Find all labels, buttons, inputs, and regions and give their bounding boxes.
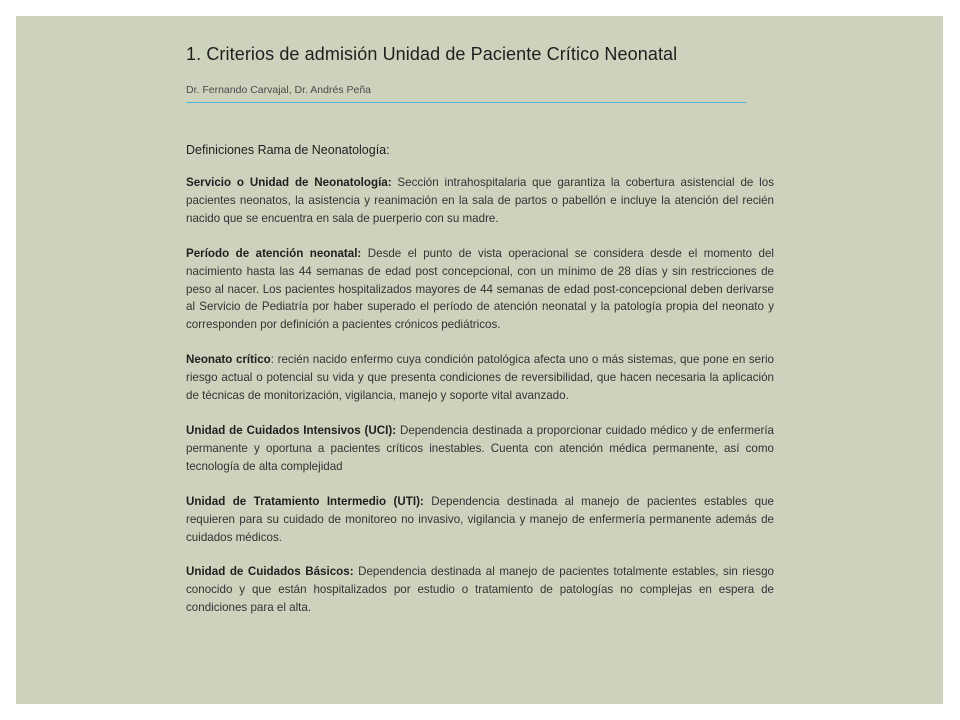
definition-term: Neonato crítico xyxy=(186,353,271,367)
document-content xyxy=(186,42,774,617)
definition-term: Unidad de Tratamiento Intermedio (UTI): xyxy=(186,494,424,508)
definition-cuidados-basicos xyxy=(186,563,774,617)
section-heading: Definiciones Rama de Neonatología: xyxy=(186,143,390,157)
definition-text: Dependencia destinada al manejo de pacientes estables que requieren para su cuidado de monitoreo no invasivo, vigilancia y manejo de enfermería permanente además de cuidados médicos. xyxy=(186,494,774,544)
definition-uti xyxy=(186,493,774,547)
definition-term: Servicio o Unidad de Neonatología: xyxy=(186,176,392,189)
definition-text: Sección intrahospitalaria que garantiza la cobertura asistencial de los pacientes neonatos, la asistencia y reanimación en la sala de partos o pabellón e incluye la atención del recién nacido que se encuentra en sala de puerperio con su madre. xyxy=(186,176,774,225)
document-page xyxy=(16,16,943,704)
document-title: 1. Criterios de admisión Unidad de Paciente Crítico Neonatal xyxy=(186,44,678,64)
definition-neonato-critico xyxy=(186,351,774,405)
definition-text: Dependencia destinada al manejo de pacientes totalmente estables, sin riesgo conocido y que están hospitalizados por estudio o tratamiento de patologías no complejas en espera de condiciones para el alta. xyxy=(186,565,774,615)
definition-servicio-neonatologia xyxy=(186,174,774,228)
title-divider xyxy=(186,102,746,103)
definition-term: Unidad de Cuidados Básicos: xyxy=(186,565,354,579)
definition-periodo-atencion xyxy=(186,245,774,335)
definition-term: Unidad de Cuidados Intensivos (UCI): xyxy=(186,423,397,437)
definition-text: : recién nacido enfermo cuya condición patológica afecta uno o más sistemas, que pone en serio riesgo actual o potencial su vida y que presenta condiciones de reversibilidad, que hacen necesaria la aplicación de técnicas de monitorización, vigilancia, manejo y soporte vital avanzado. xyxy=(186,353,775,403)
definition-text: Dependencia destinada a proporcionar cuidado médico y de enfermería permanente y oportuna a pacientes críticos inestables. Cuenta con atención médica permanente, así como tecnología de alta complejidad xyxy=(186,423,774,473)
definition-text: Desde el punto de vista operacional se considera desde el momento del nacimiento hasta las 44 semanas de edad post concepcional, con un mínimo de 28 días y sin restricciones de peso al nacer. Los pacientes hospitalizados mayores de 44 semanas de edad post-concepcional deben derivarse al Servicio de Pediatría por haber superado el período de atención neonatal y la patología propia del neonato y corresponden por definición a pacientes crónicos pediátricos. xyxy=(186,246,774,332)
definition-uci xyxy=(186,422,774,476)
document-authors: Dr. Fernando Carvajal, Dr. Andrés Peña xyxy=(186,84,372,96)
definition-term: Período de atención neonatal: xyxy=(186,246,362,260)
